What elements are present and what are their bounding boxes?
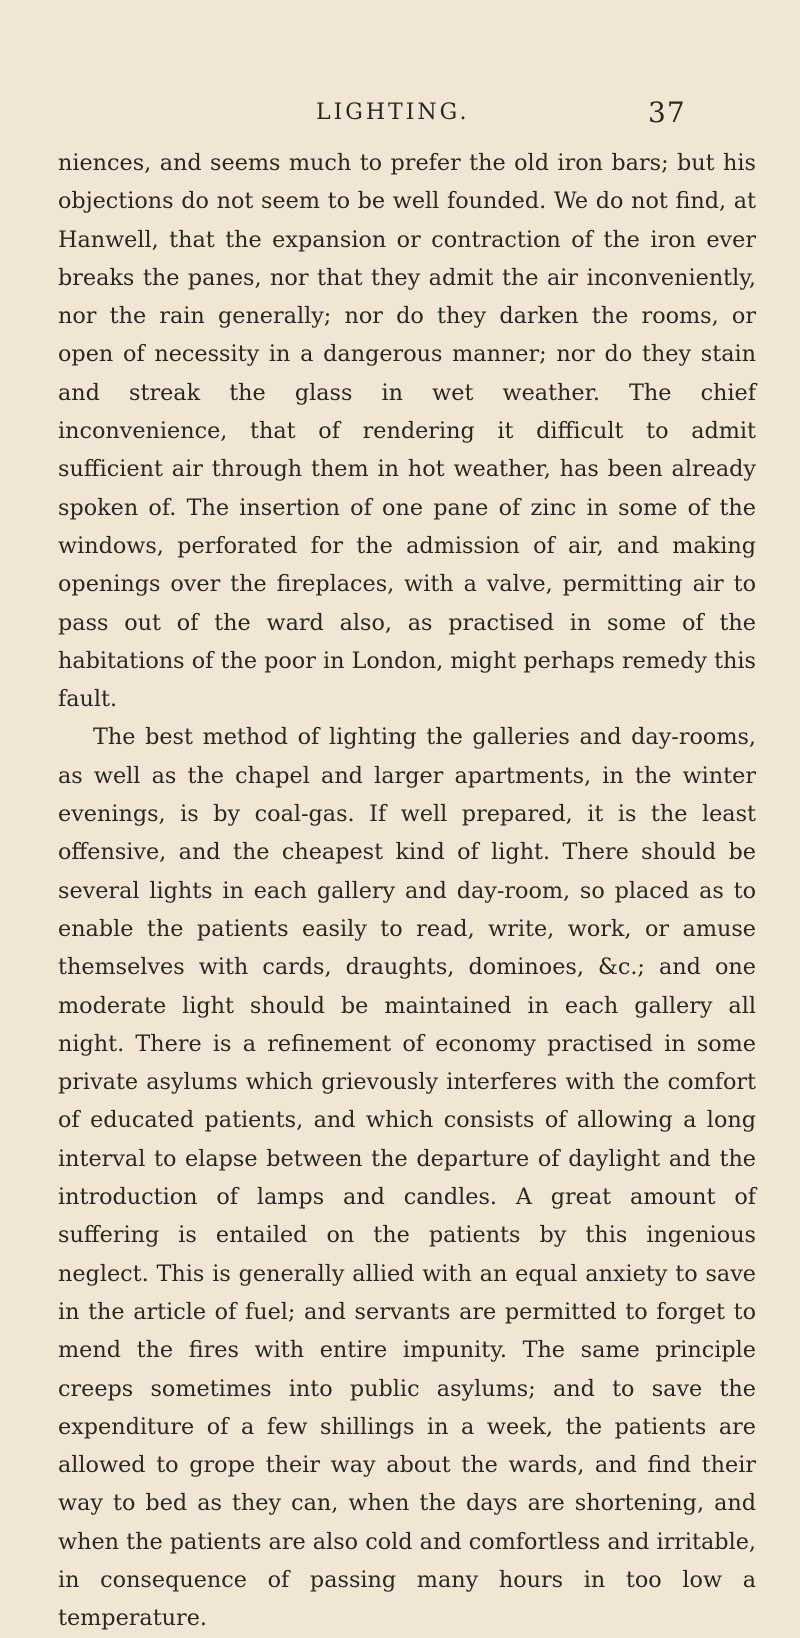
running-title: LIGHTING.	[316, 100, 470, 125]
paragraph: The best method of lighting the galleries and day-rooms, as well as the chapel and larger apartments, in the winter evenings, is by coal-gas. If well prepared, it is the least offensive, and the cheapest kind of light. There should be several lights in each gallery and day-room, so placed as to enable the patients easily to read, write, work, or amuse themselves with cards, draughts, dominoes, &c.; and one moderate light should be maintained in each gallery all night. There is a refinement of economy practised in some private asylums which grievously interferes with the comfort of educated patients, and which consists of allowing a long interval to elapse between the departure of daylight and the introduction of lamps and candles. A great amount of suffering is entailed on the patients by this ingenious neglect. This is generally allied with an equal anxiety to save in the article of fuel; and servants are permitted to forget to mend the fires with entire impunity. The same principle creeps sometimes into public asylums; and to save the expenditure of a few shillings in a week, the patients are allowed to grope their way about the wards, and find their way to bed as they can, when the days are shortening, and when the patients are also cold and comfortless and irritable, in consequence of passing many hours in too low a temperature.	[58, 724, 756, 1632]
page-number: 37	[648, 96, 686, 129]
page-header	[0, 96, 800, 136]
paragraph: niences, and seems much to prefer the old iron bars; but his objections do not seem to be well founded. We do not find, at Hanwell, that the expansion or contraction of the iron ever breaks the panes, nor that they admit the air inconveniently, nor the rain generally; nor do they darken the rooms, or open of necessity in a dangerous manner; nor do they stain and streak the glass in wet weather. The chief inconvenience, that of rendering it difficult to admit sufficient air through them in hot weather, has been already spoken of. The insertion of one pane of zinc in some of the windows, perforated for the admission of air, and making openings over the fireplaces, with a valve, permitting air to pass out of the ward also, as practised in some of the habitations of the poor in London, might perhaps remedy this fault.	[58, 150, 756, 713]
body-text	[58, 144, 756, 1638]
